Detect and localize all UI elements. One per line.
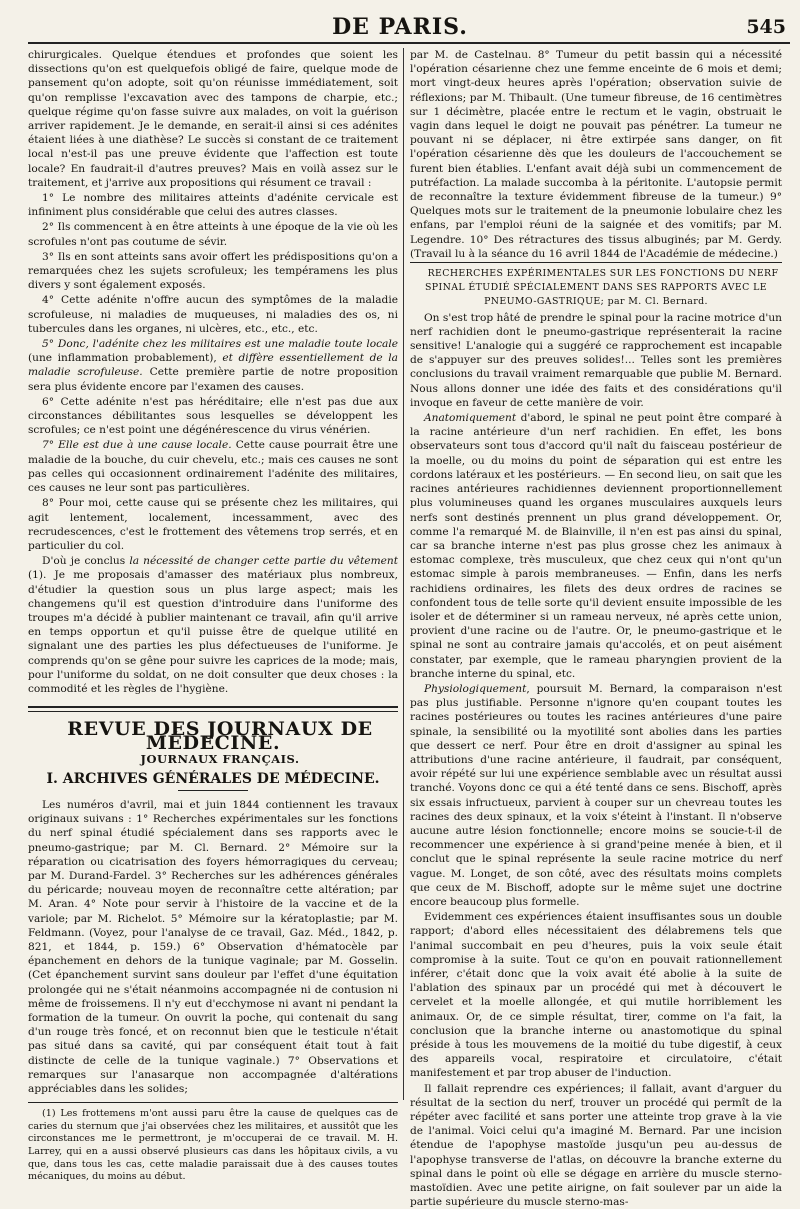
italic-text: et diffère essentiellement de la maladie scrofuleuse. xyxy=(28,352,398,379)
footnote: (1) Les frottemens m'ont aussi paru être la cause de quelques cas de caries du sternum que j'ai observées chez les militaires, et aussitôt que les circonstances me le permettront, je m'occuperai de ce travail. M. H. Larrey, qui en a aussi observé plusieurs cas dans les hôpitaux civils, a vu que, dans tous les cas, cette maladie paraissait due à des causes toutes mécaniques, du moins au début. xyxy=(28,1108,398,1183)
paragraph: Les numéros d'avril, mai et juin 1844 contiennent les travaux originaux suivans : 1° Recherches expérimentales sur les fonctions du nerf spinal étudié spécialement dans ses rapports avec le pneumo-gastrique; par M. Cl. Bernard. 2° Mémoire sur la réparation ou cicatrisation des foyers hémorragiques du cerveau; par M. Durand-Fardel. 3° Recherches sur les adhérences générales du péricarde; nouveau moyen de reconnaître cette altération; par M. Aran. 4° Note pour servir à l'histoire de la vaccine et de la variole; par M. Richelot. 5° Mémoire sur la kératoplastie; par M. Feldmann. (Voyez, pour l'analyse de ce travail, Gaz. Méd., 1842, p. 821, et 1844, p. 159.) 6° Observation d'hématocèle par épanchement en dehors de la tunique vaginale; par M. Gosselin. (Cet épanchement survint sans douleur par l'effet d'une équitation prolongée qui ne s'était néanmoins accompagnée ni de contusion ni même de froissemens. Il n'y eut d'ecchymose ni avant ni pendant la formation de la tumeur. On ouvrit la poche, qui contenait du sang d'un rouge très foncé, et on reconnut bien que le testicule n'était pas situé dans sa cavité, qui par conséquent était tout à fait distincte de celle de la tunique vaginale.) 7° Observations et remarques sur l'anasarque non accompagnée d'altérations appréciables dans les solides; xyxy=(28,798,398,1096)
paragraph xyxy=(410,682,782,909)
left-column xyxy=(28,48,398,1183)
text: D'où je conclus xyxy=(42,555,130,568)
italic-text: Physiologiquement xyxy=(424,682,527,695)
text: , poursuit M. Bernard, la comparaison n'est pas plus justifiable. Personne n'ignore qu'en coupant toutes les racines postérieures ou toutes les racines antérieures d'une paire spinale, la sensibilité ou la myotilité sont abolies dans les parties que dessert ce nerf. Pour être en droit d'assigner au spinal les attributions d'une racine antérieure, il faudrait, par conséquent, avoir répété sur lui une expérience semblable avec un résultat aussi tranché. Voyons donc ce qui a été tenté dans ce sens. Bischoff, après six essais infructueux, parvient à couper sur un chevreau toutes les racines des deux spinaux, et la voix s'éteint à l'instant. Il n'observe aucune autre lésion fonctionnelle; encore moins se soucie-t-il de recommencer une expérience à si grand'peine menée à bien, et il conclut que le spinal représente la seule racine motrice du nerf vague. M. Longet, de son côté, avec des résultats moins complets que ceux de M. Bischoff, adopte sur le même sujet une doctrine encore beaucoup plus formelle. xyxy=(410,682,782,908)
paragraph: 3° Ils en sont atteints sans avoir offert les prédispositions qu'on a remarquées chez les sujets scrofuleux; les tempéramens les plus divers y sont également exposés. xyxy=(28,250,398,292)
footnote-rule xyxy=(28,1102,398,1103)
page-header-title: DE PARIS. xyxy=(332,14,468,40)
paragraph xyxy=(28,438,398,495)
paragraph: 4° Cette adénite n'offre aucun des symptômes de la maladie scrofuleuse, ni maladies de muqueuses, ni maladies des os, ni tubercules dans les organes, ni ulcères, etc., etc., etc. xyxy=(28,294,398,335)
paragraph: 6° Cette adénite n'est pas héréditaire; elle n'est pas due aux circonstances débilitantes sous lesquelles se développent les scrofules; ce n'est point une dégénérescence du virus vénérien. xyxy=(28,395,398,437)
journaux-heading: JOURNAUX FRANÇAIS. xyxy=(140,751,300,766)
archives-heading xyxy=(28,772,398,791)
italic-text: Anatomiquement xyxy=(424,412,517,425)
archives-heading-text: I. ARCHIVES GÉNÉRALES DE MÉDECINE. xyxy=(46,770,380,787)
text: Cette cause pourrait être une maladie de la bouche, du cuir chevelu, etc.; mais ces causes ne sont pas celles qui occasionnent ordinairement l'adénite des militaires, ces causes ne leur sont pas particulières. xyxy=(28,439,398,495)
paragraph: Evidemment ces expériences étaient insuffisantes sous un double rapport; d'abord elles nécessitaient des délabremens tels que l'animal succombait en peu d'heures, puis la voix seule était compromise à la suite. Tout ce qu'on en pouvait rationnellement inférer, c'était donc que la voix avait été abolie à la suite de l'ablation des spinaux par un procédé qui met à découvert le cervelet et la moelle allongée, et qui mutile horriblement les animaux. Or, de ce simple résultat, tirer, comme on l'a fait, la conclusion que la branche interne ou anastomotique du spinal préside à tous les mouvemens de la moitié du tube digestif, à ceux des appareils vocal, respiratoire et circulatoire, c'était manifestement et par trop abuser de l'induction. xyxy=(410,911,782,1080)
paragraph: chirurgicales. Quelque étendues et profondes que soient les dissections qu'on est quelquefois obligé de faire, quelque mode de pansement qu'on adopte, soit qu'on réunisse immédiatement, soit qu'on remplisse l'excavation avec des tampons de charpie, etc.; quelque régime qu'on fasse suivre aux malades, on voit la guérison arriver rapidement. Je le demande, en serait-il ainsi si ces adénites étaient liées à une diathèse? Le succès si constant de ce traitement local n'est-il pas une preuve évidente que l'affection est toute locale? En faudrait-il d'autres preuves? Mais en voilà assez sur le traitement, et j'arrive aux propositions qui résument ce travail : xyxy=(28,49,398,189)
paragraph: 1° Le nombre des militaires atteints d'adénite cervicale est infiniment plus considérable que celui des autres classes. xyxy=(28,192,398,219)
paragraph: 8° Pour moi, cette cause qui se présente chez les militaires, qui agit lentement, localement, incessamment, avec des recrudescences, c'est le frottement des vêtemens trop serrés, et en particulier du col. xyxy=(28,497,398,552)
text: d'abord, le spinal ne peut point être comparé à la racine antérieure d'un nerf rachidien. En effet, les bons observateurs sont tous d'accord qu'il naît du faisceau postérieur de la moelle, ou du moins du point de séparation qui est entre les cordons latéraux et les postérieurs. — En second lieu, on sait que les racines antérieures rachidiennes deviennent proportionnellement plus volumineuses quand les organes musculaires auxquels leurs nerfs sont destinés prennent un plus grand développement. Or, comme l'a remarqué M. de Blainville, il n'en est pas ainsi du spinal, car sa branche interne n'est pas plus grosse chez les animaux à estomac complexe, très musculeux, que chez ceux qui n'ont qu'un estomac simple à parois membraneuses. — Enfin, dans les nerfs rachidiens ordinaires, les filets des deux ordres de racines se confondent tous de telle sorte qu'il devient ensuite impossible de les isoler et de déterminer si un rameau nerveux, né après cette union, provient d'une racine ou de l'autre. Or, le pneumo-gastrique et le spinal ne sont au contraire jamais qu'accolés, et on peut aisément constater, par exemple, que le rameau pharyngien provient de la branche interne du spinal, etc. xyxy=(410,412,782,680)
section-divider xyxy=(28,706,398,712)
text: (1). Je me proposais d'amasser des matériaux plus nombreux, d'étudier la question sous un plus large aspect; mais les changemens qu'il est question d'introduire dans l'uniforme des troupes m'a décidé à publier maintenant ce travail, afin qu'il arrive en temps opportun et qu'il puisse être de quelque utilité en signalant une des parties les plus défectueuses de l'uniforme. Je comprends qu'on se gêne pour suivre les caprices de la mode; mais, pour l'uniforme du soldat, on ne doit consulter que deux choses : la commodité et les règles de l'hygiène. xyxy=(28,569,398,695)
heading-underline xyxy=(178,790,248,791)
column-divider xyxy=(403,48,404,1100)
header-rule xyxy=(28,42,790,44)
paragraph xyxy=(410,411,782,681)
page-number: 545 xyxy=(746,16,786,38)
paragraph: Il fallait reprendre ces expériences; il fallait, avant d'arguer du résultat de la section du nerf, trouver un procédé qui permît de la répéter avec facilité et sans porter une atteinte trop grave à la vie de l'animal. Voici celui qu'a imaginé M. Bernard. Par une incision étendue de l'apophyse mastoïde jusqu'un peu au-dessus de l'apophyse transverse de l'atlas, on découvre la branche externe du spinal dans le point où elle se dégage en arrière du muscle sterno-mastoïdien. Avec une petite airigne, on fait soulever par un aide la partie supérieure du muscle sterno-mas- xyxy=(410,1082,782,1209)
paragraph: 2° Ils commencent à en être atteints à une époque de la vie où les scrofules n'ont pas coutume de sévir. xyxy=(28,221,398,248)
revue-heading: REVUE DES JOURNAUX DE MÉDECINE. xyxy=(67,718,373,755)
text: (une inflammation probablement), xyxy=(28,352,223,365)
paragraph: On s'est trop hâté de prendre le spinal pour la racine motrice d'un nerf rachidien dont le pneumo-gastrique représenterait la racine sensitive! L'analogie qui a suggéré ce rapprochement est incapable de s'appuyer sur des preuves solides!... Telles sont les premières conclusions du travail vraiment remarquable que publie M. Bernard. Nous allons donner une idée des faits et des considérations qu'il invoque en faveur de cette manière de voir. xyxy=(410,311,782,409)
paragraph xyxy=(28,337,398,394)
paragraph: par M. de Castelnau. 8° Tumeur du petit bassin qui a nécessité l'opération césarienne chez une femme enceinte de 6 mois et demi; mort vingt-deux heures après l'opération; observation suivie de réflexions; par M. Thibault. (Une tumeur fibreuse, de 16 centimètres sur 1 décimètre, placée entre le rectum et le vagin, obstruait le vagin dans lequel le doigt ne pouvait pas pénétrer. La tumeur ne pouvant ni se déplacer, ni être extirpée sans danger, on fit l'opération césarienne dès que les douleurs de l'accouchement se furent bien établies. L'enfant avait déjà subi un commencement de putréfaction. La malade succomba à la péritonite. L'autopsie permit de reconnaître la texture évidemment fibreuse de la tumeur.) 9° Quelques mots sur le traitement de la pneumonie lobulaire chez les enfans, par l'emploi réuni de la saignée et des vomitifs; par M. Legendre. 10° Des rétractures des tissus albuginés; par M. Gerdy. (Travail lu à la séance du 16 avril 1844 de l'Académie de médecine.) xyxy=(410,49,782,260)
italic-text: la nécessité de changer cette partie du vêtement xyxy=(129,555,398,568)
article-heading: RECHERCHES EXPÉRIMENTALES SUR LES FONCTIONS DU NERF SPINAL ÉTUDIÉ SPÉCIALEMENT DANS SES RAPPORTS AVEC LE PNEUMO-GASTRIQUE; par M. Cl. Bernard. xyxy=(410,262,782,310)
paragraph xyxy=(28,554,398,696)
right-column xyxy=(410,48,782,1209)
italic-text: 7° Elle est due à une cause locale. xyxy=(42,439,232,452)
text: Cette première partie de notre proposition sera plus évidente encore par l'examen des causes. xyxy=(28,366,398,393)
italic-text: 5° Donc, l'adénite chez les militaires est une maladie toute locale xyxy=(42,338,398,351)
